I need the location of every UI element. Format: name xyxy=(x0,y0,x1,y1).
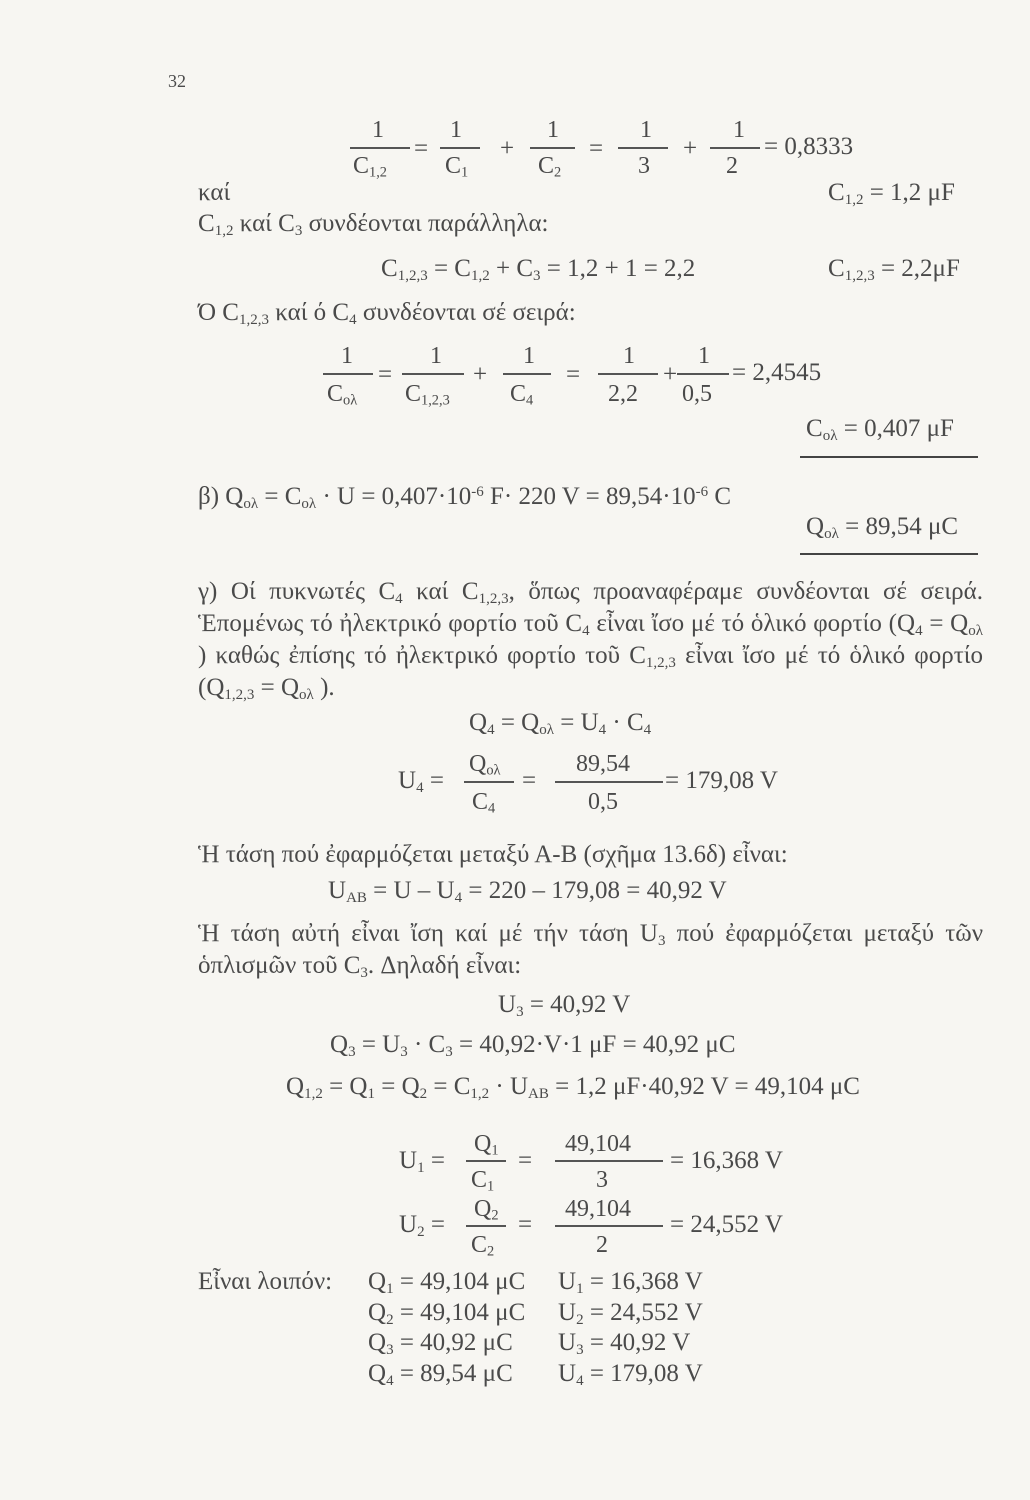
fraction-denominator: $C_4$ xyxy=(472,789,496,817)
fraction-bar xyxy=(350,147,410,149)
fraction-numerator: 1 xyxy=(450,117,462,143)
fraction-numerator: 1 xyxy=(623,343,635,369)
equals-sign: = xyxy=(589,135,604,162)
fraction-numerator: 49,104 xyxy=(565,1131,631,1157)
summary-charge-q2: $Q_2 = 49,104$ μC xyxy=(368,1299,526,1328)
fraction-denominator: 0,5 xyxy=(588,789,618,815)
fraction-bar xyxy=(503,373,551,375)
fraction-denominator: $C_{1,2}$ xyxy=(353,153,388,181)
series-statement: Ό $C_{1,2,3}$ καί ό $C_4$ συνδέονται σέ σειρά: xyxy=(198,299,576,328)
result-value: = 2,4545 xyxy=(732,359,822,386)
summary-voltage-u2: $U_2 = 24,552$ V xyxy=(558,1299,703,1328)
plus-sign: + xyxy=(663,361,678,388)
fraction-denominator: 3 xyxy=(596,1167,608,1193)
fraction-denominator: 2 xyxy=(726,153,738,179)
fraction-bar xyxy=(466,1160,506,1162)
fraction-bar xyxy=(402,373,464,375)
col-result: $C_{o\lambda} = 0,407$ μF xyxy=(806,415,954,444)
equation-lhs: $U_2$ = xyxy=(399,1211,445,1240)
summary-voltage-u1: $U_1 = 16,368$ V xyxy=(558,1268,703,1297)
plus-sign: + xyxy=(473,361,488,388)
c123-result: $C_{1,2,3} = 2,2\mu F$ xyxy=(828,255,960,284)
fraction-numerator: $Q_{o\lambda}$ xyxy=(469,751,501,779)
fraction-denominator: $C_{o\lambda}$ xyxy=(327,381,358,409)
fraction-numerator: 49,104 xyxy=(565,1196,631,1222)
fraction-denominator: $C_1$ xyxy=(445,153,469,181)
result-value: = 0,8333 xyxy=(764,133,854,160)
fraction-numerator: 1 xyxy=(341,343,353,369)
fraction-bar xyxy=(677,373,729,375)
fraction-numerator: 1 xyxy=(698,343,710,369)
fraction-bar xyxy=(555,781,663,783)
equals-sign: = xyxy=(414,135,429,162)
equation-q3: $Q_3 = U_3 \cdot C_3 = 40,92\cdot V\cdot 1$ μF = 40,92 μC xyxy=(330,1031,736,1060)
fraction-bar xyxy=(598,373,658,375)
result-underline xyxy=(800,553,978,555)
fraction-denominator: 2,2 xyxy=(608,381,638,407)
summary-voltage-u4: $U_4 = 179,08$ V xyxy=(558,1360,703,1389)
fraction-numerator: $Q_2$ xyxy=(474,1196,499,1224)
fraction-bar xyxy=(464,781,514,783)
part-gamma-paragraph: γ) Οί πυκνωτές $C_4$ καί $C_{1,2,3}$, ὅπως προαναφέραμε συνδέονται σέ σειρά. Ἑπομένως τό ἠλεκτρικό φορτίο τοῦ $C_4$ εἶναι ἴσο μέ τό ὁλικό φορτίο ($Q_4 = Q_{o\lambda}$ ) καθώς ἐπίσης τό ἠλεκτρικό φορτίο τοῦ $C_{1,2,3}$ εἶναι ἴσο μέ τό ὁλικό φορτίο ($Q_{1,2,3} = Q_{o\lambda}$ ). xyxy=(198,578,984,703)
fraction-numerator: 1 xyxy=(640,117,652,143)
fraction-bar xyxy=(710,147,760,149)
fraction-denominator: 3 xyxy=(638,153,650,179)
result-value: = 179,08 V xyxy=(665,767,778,794)
fraction-denominator: 2 xyxy=(596,1232,608,1258)
equation-lhs: $U_4$ = xyxy=(398,767,444,796)
fraction-denominator: $C_{1,2,3}$ xyxy=(405,381,450,409)
summary-charge-q3: $Q_3 = 40,92$ μC xyxy=(368,1329,513,1358)
fraction-bar xyxy=(466,1225,506,1227)
fraction-denominator: $C_1$ xyxy=(471,1167,495,1195)
fraction-numerator: 89,54 xyxy=(576,751,630,777)
fraction-numerator: 1 xyxy=(547,117,559,143)
fraction-numerator: 1 xyxy=(372,117,384,143)
fraction-denominator: $C_2$ xyxy=(538,153,562,181)
fraction-numerator: 1 xyxy=(523,343,535,369)
voltage-u3-paragraph: Ἡ τάση αὐτή εἶναι ἴση καί μέ τήν τάση $U_3$ πού ἐφαρμόζεται μεταξύ τῶν ὁπλισμῶν τοῦ $C_3$. Δηλαδή εἶναι: xyxy=(198,920,983,981)
equation-lhs: $U_1$ = xyxy=(399,1147,445,1176)
plus-sign: + xyxy=(683,135,698,162)
plus-sign: + xyxy=(500,135,515,162)
equation-uab: $U_{AB} = U - U_4 = 220 - 179,08 = 40,92$ V xyxy=(328,877,727,906)
page-number: 32 xyxy=(168,71,186,91)
summary-label: Εἶναι λοιπόν: xyxy=(198,1268,333,1295)
equation-u3: $U_3 = 40,92$ V xyxy=(498,991,631,1020)
result-value: = 16,368 V xyxy=(670,1147,783,1174)
fraction-denominator: $C_2$ xyxy=(471,1232,495,1260)
c12-result: $C_{1,2} = 1,2$ μF xyxy=(828,179,955,208)
fraction-numerator: 1 xyxy=(430,343,442,369)
parallel-statement: $C_{1,2}$ καί $C_3$ συνδέονται παράλληλα: xyxy=(198,210,549,239)
equation-q4: $Q_4 = Q_{o\lambda} = U_4 \cdot C_4$ xyxy=(469,709,652,738)
voltage-ab-statement: Ἡ τάση πού ἐφαρμόζεται μεταξύ Α-Β (σχῆμα 13.6δ) εἶναι: xyxy=(198,841,788,868)
equation-q12: $Q_{1,2} = Q_1 = Q_2 = C_{1,2} \cdot U_{AB} = 1,2$ μF·40,92 V = 49,104 μC xyxy=(286,1073,860,1102)
fraction-bar xyxy=(618,147,668,149)
fraction-bar xyxy=(530,147,575,149)
equals-sign: = xyxy=(518,1211,533,1238)
part-beta-equation: β) $Q_{o\lambda} = C_{o\lambda} \cdot U = 0,407\cdot 10^{-6}$ F· 220 $V = 89,54\cdot 10^{-6}$ C xyxy=(198,483,732,512)
equals-sign: = xyxy=(378,361,393,388)
summary-charge-q4: $Q_4 = 89,54$ μC xyxy=(368,1360,513,1389)
fraction-numerator: 1 xyxy=(733,117,745,143)
summary-voltage-u3: $U_3 = 40,92$ V xyxy=(558,1329,691,1358)
fraction-denominator: $C_4$ xyxy=(510,381,534,409)
equals-sign: = xyxy=(566,361,581,388)
fraction-bar xyxy=(555,1160,663,1162)
equals-sign: = xyxy=(522,767,537,794)
result-value: = 24,552 V xyxy=(670,1211,783,1238)
result-underline xyxy=(800,456,978,458)
fraction-numerator: $Q_1$ xyxy=(474,1131,499,1159)
fraction-bar xyxy=(323,373,373,375)
equation-c123: $C_{1,2,3} = C_{1,2} + C_3 = 1,2 + 1 = 2,2$ xyxy=(381,255,696,284)
fraction-bar xyxy=(555,1225,663,1227)
equals-sign: = xyxy=(518,1147,533,1174)
qol-result: $Q_{o\lambda} = 89,54$ μC xyxy=(806,513,959,542)
summary-charge-q1: $Q_1 = 49,104$ μC xyxy=(368,1268,526,1297)
kai-label: καί xyxy=(198,179,231,206)
fraction-bar xyxy=(440,147,480,149)
fraction-denominator: 0,5 xyxy=(682,381,712,407)
